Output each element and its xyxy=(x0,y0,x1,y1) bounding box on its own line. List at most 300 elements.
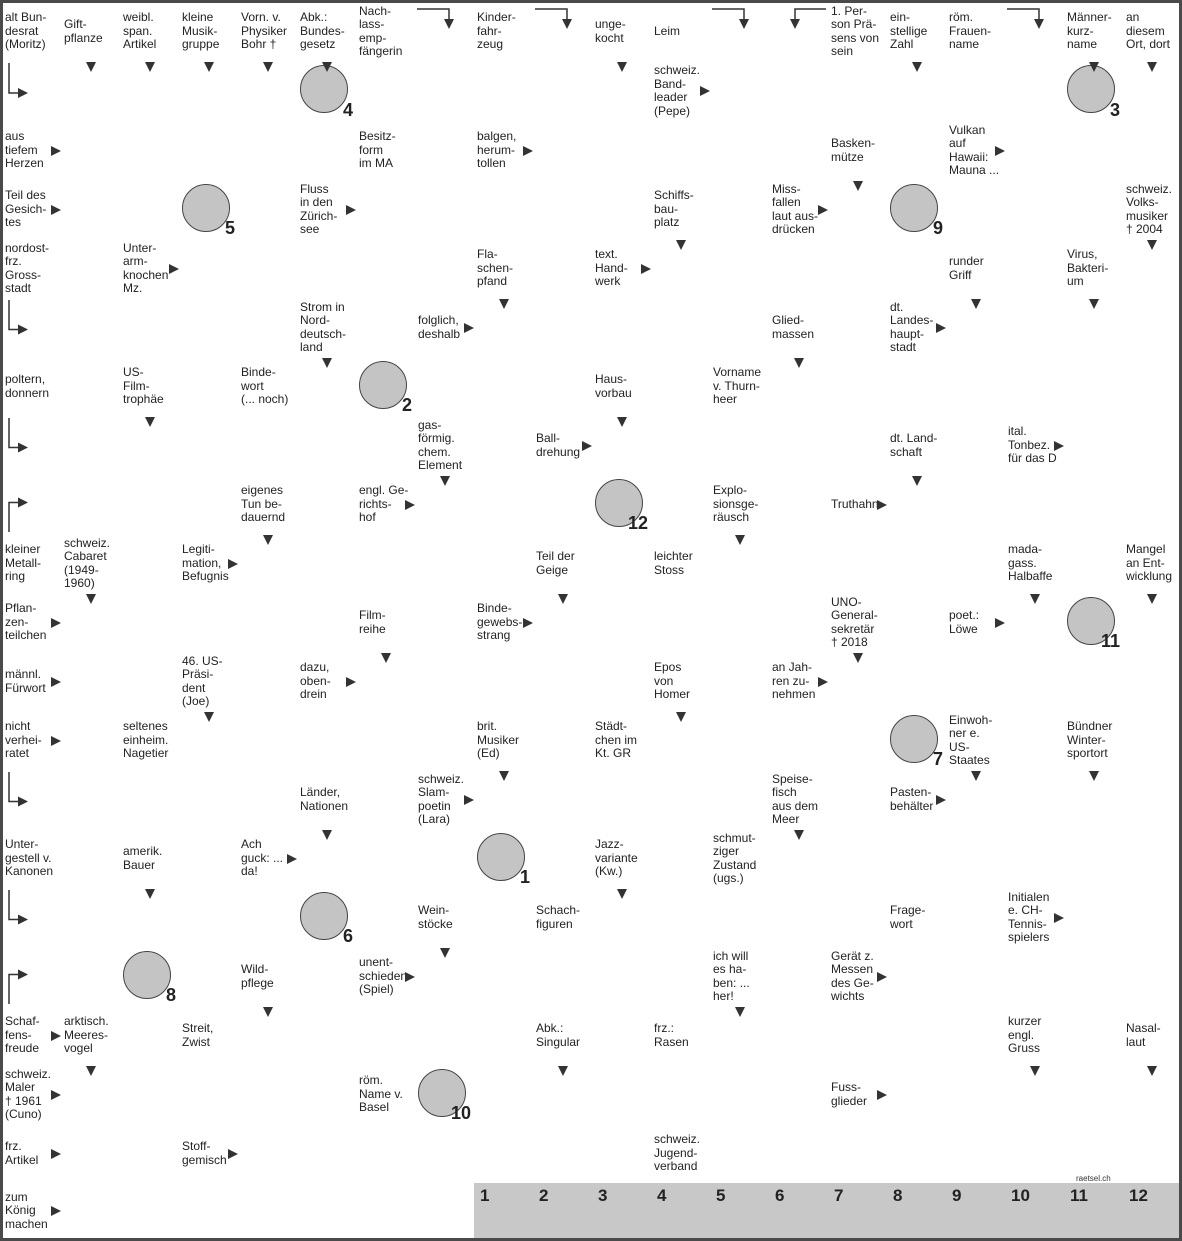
answer-cell[interactable] xyxy=(710,888,771,949)
answer-cell[interactable] xyxy=(179,770,240,831)
clue-text: Fuss- glieder xyxy=(831,1080,868,1108)
answer-cell[interactable] xyxy=(238,1183,299,1241)
answer-cell[interactable] xyxy=(1005,121,1066,182)
answer-cell[interactable] xyxy=(61,416,122,477)
answer-cell[interactable] xyxy=(533,770,594,831)
clue-text: schweiz. Jugend- verband xyxy=(654,1132,701,1174)
answer-cell[interactable] xyxy=(710,121,771,182)
answer-cell[interactable] xyxy=(1005,711,1066,772)
arrow-right-icon xyxy=(51,736,61,746)
answer-cell[interactable] xyxy=(415,593,476,654)
answer-cell[interactable] xyxy=(474,416,535,477)
answer-cell[interactable] xyxy=(238,298,299,359)
arrow-down-icon xyxy=(971,299,981,309)
answer-cell[interactable] xyxy=(297,1065,358,1126)
answer-cell[interactable] xyxy=(120,534,181,595)
answer-cell[interactable] xyxy=(828,239,889,300)
answer-cell[interactable] xyxy=(651,888,712,949)
answer-cell[interactable] xyxy=(828,534,889,595)
answer-cell[interactable] xyxy=(1064,121,1125,182)
solution-cell[interactable] xyxy=(769,1183,830,1241)
answer-cell[interactable] xyxy=(1005,61,1066,123)
arrow-down-icon xyxy=(558,594,568,604)
clue-text: Schach- figuren xyxy=(536,903,581,931)
answer-cell[interactable] xyxy=(415,711,476,772)
answer-cell[interactable] xyxy=(356,711,417,772)
answer-cell[interactable] xyxy=(297,475,358,536)
clue-text: mada- gass. Halbaffe xyxy=(1008,542,1053,584)
answer-cell[interactable] xyxy=(1064,593,1125,654)
answer-cell[interactable] xyxy=(710,1124,771,1185)
clue-text: zum König machen xyxy=(5,1189,48,1231)
answer-cell[interactable] xyxy=(120,1006,181,1067)
answer-cell[interactable] xyxy=(297,1124,358,1185)
clue-text: Pasten- behälter xyxy=(890,785,934,813)
answer-cell[interactable] xyxy=(1123,947,1182,1008)
answer-cell[interactable] xyxy=(356,416,417,477)
answer-cell[interactable] xyxy=(415,829,476,890)
answer-cell[interactable] xyxy=(179,888,240,949)
answer-cell[interactable] xyxy=(887,357,948,418)
answer-cell[interactable] xyxy=(415,534,476,595)
answer-cell[interactable] xyxy=(1123,298,1182,359)
answer-cell[interactable] xyxy=(769,593,830,654)
answer-cell[interactable] xyxy=(179,121,240,182)
answer-cell[interactable] xyxy=(946,947,1007,1008)
answer-cell[interactable] xyxy=(356,298,417,359)
solution-cell[interactable] xyxy=(828,1183,889,1241)
answer-cell[interactable] xyxy=(533,475,594,536)
answer-cell[interactable] xyxy=(61,475,122,536)
answer-cell[interactable] xyxy=(828,888,889,949)
answer-cell[interactable] xyxy=(828,770,889,831)
answer-cell[interactable] xyxy=(179,475,240,536)
answer-cell[interactable] xyxy=(651,770,712,831)
answer-cell[interactable] xyxy=(651,593,712,654)
answer-cell[interactable] xyxy=(1123,416,1182,477)
arrow-down-icon xyxy=(263,1007,273,1017)
answer-cell[interactable] xyxy=(828,1006,889,1067)
answer-cell[interactable] xyxy=(474,180,535,241)
answer-cell[interactable] xyxy=(238,888,299,949)
arrow-right-icon xyxy=(877,972,887,982)
answer-cell[interactable] xyxy=(61,711,122,772)
answer-cell[interactable] xyxy=(887,593,948,654)
answer-cell[interactable] xyxy=(61,829,122,890)
answer-cell[interactable] xyxy=(356,357,417,418)
clue-text: Gerät z. Messen des Ge- wichts xyxy=(831,948,874,1003)
solution-number: 2 xyxy=(539,1186,549,1205)
answer-cell[interactable] xyxy=(1123,770,1182,831)
answer-cell[interactable] xyxy=(179,593,240,654)
clue-cell xyxy=(238,947,299,1008)
answer-cell[interactable] xyxy=(1123,475,1182,536)
answer-cell[interactable] xyxy=(474,947,535,1008)
answer-cell[interactable] xyxy=(887,711,948,772)
answer-cell[interactable] xyxy=(1005,357,1066,418)
clue-cell xyxy=(238,475,299,536)
answer-cell[interactable] xyxy=(61,298,122,359)
answer-cell[interactable] xyxy=(828,416,889,477)
answer-cell[interactable] xyxy=(415,61,476,123)
arrow-down-icon xyxy=(853,653,863,663)
answer-cell[interactable] xyxy=(297,711,358,772)
clue-text: balgen, herum- tollen xyxy=(477,129,517,171)
answer-cell[interactable] xyxy=(356,770,417,831)
answer-cell[interactable] xyxy=(946,829,1007,890)
answer-cell[interactable] xyxy=(61,1124,122,1185)
answer-cell[interactable] xyxy=(887,652,948,713)
clue-cell xyxy=(356,593,417,654)
answer-cell[interactable] xyxy=(120,121,181,182)
answer-cell[interactable] xyxy=(533,298,594,359)
answer-cell[interactable] xyxy=(1123,829,1182,890)
arrow-down-icon xyxy=(1089,771,1099,781)
answer-cell[interactable] xyxy=(238,652,299,713)
answer-cell[interactable] xyxy=(887,239,948,300)
answer-cell[interactable] xyxy=(1064,652,1125,713)
answer-cell[interactable] xyxy=(887,829,948,890)
answer-cell[interactable] xyxy=(651,416,712,477)
answer-cell[interactable] xyxy=(238,1065,299,1126)
answer-cell[interactable] xyxy=(120,1183,181,1241)
answer-cell[interactable] xyxy=(769,1124,830,1185)
answer-cell[interactable] xyxy=(828,1124,889,1185)
answer-cell[interactable] xyxy=(946,652,1007,713)
answer-cell[interactable] xyxy=(356,1124,417,1185)
answer-cell[interactable] xyxy=(61,947,122,1008)
answer-cell[interactable] xyxy=(297,121,358,182)
solution-circle-icon xyxy=(300,65,348,113)
answer-cell[interactable] xyxy=(710,770,771,831)
answer-cell[interactable] xyxy=(710,593,771,654)
answer-cell[interactable] xyxy=(179,1183,240,1241)
answer-cell[interactable] xyxy=(592,1065,653,1126)
answer-cell[interactable] xyxy=(769,121,830,182)
answer-cell[interactable] xyxy=(1064,534,1125,595)
answer-cell[interactable] xyxy=(769,1065,830,1126)
answer-cell[interactable] xyxy=(887,180,948,241)
answer-cell[interactable] xyxy=(61,121,122,182)
answer-cell[interactable] xyxy=(179,1065,240,1126)
answer-cell[interactable] xyxy=(592,770,653,831)
answer-cell[interactable] xyxy=(651,475,712,536)
answer-cell[interactable] xyxy=(769,711,830,772)
answer-cell[interactable] xyxy=(120,947,181,1008)
answer-cell[interactable] xyxy=(297,1006,358,1067)
answer-cell[interactable] xyxy=(297,593,358,654)
answer-cell[interactable] xyxy=(769,416,830,477)
bent-arrow-down-right-icon xyxy=(2,416,32,475)
answer-cell[interactable] xyxy=(887,1065,948,1126)
answer-cell[interactable] xyxy=(710,239,771,300)
solution-cell[interactable] xyxy=(710,1183,771,1241)
answer-cell[interactable] xyxy=(887,1124,948,1185)
answer-cell[interactable] xyxy=(356,180,417,241)
answer-cell[interactable] xyxy=(592,593,653,654)
answer-cell[interactable] xyxy=(415,121,476,182)
solution-cell[interactable] xyxy=(946,1183,1007,1241)
answer-cell[interactable] xyxy=(710,1065,771,1126)
answer-cell[interactable] xyxy=(946,1006,1007,1067)
answer-cell[interactable] xyxy=(120,593,181,654)
answer-cell[interactable] xyxy=(592,475,653,536)
answer-cell[interactable] xyxy=(61,652,122,713)
answer-cell[interactable] xyxy=(1005,298,1066,359)
answer-cell[interactable] xyxy=(533,829,594,890)
answer-cell[interactable] xyxy=(651,947,712,1008)
answer-cell[interactable] xyxy=(356,239,417,300)
clue-cell xyxy=(61,534,122,595)
answer-cell[interactable] xyxy=(179,829,240,890)
answer-cell[interactable] xyxy=(474,1065,535,1126)
answer-cell[interactable] xyxy=(946,888,1007,949)
answer-cell[interactable] xyxy=(120,652,181,713)
answer-cell[interactable] xyxy=(120,180,181,241)
answer-cell[interactable] xyxy=(769,534,830,595)
arrow-down-icon xyxy=(912,476,922,486)
answer-cell[interactable] xyxy=(592,534,653,595)
answer-cell[interactable] xyxy=(651,121,712,182)
answer-cell[interactable] xyxy=(769,61,830,123)
answer-cell[interactable] xyxy=(120,1065,181,1126)
answer-cell[interactable] xyxy=(710,298,771,359)
answer-cell[interactable] xyxy=(474,475,535,536)
answer-cell[interactable] xyxy=(946,1065,1007,1126)
answer-cell[interactable] xyxy=(710,180,771,241)
answer-cell[interactable] xyxy=(297,947,358,1008)
solution-cell[interactable] xyxy=(1064,1183,1125,1241)
answer-cell[interactable] xyxy=(828,357,889,418)
answer-cell[interactable] xyxy=(533,61,594,123)
answer-cell[interactable] xyxy=(533,239,594,300)
clue-text: Jazz- variante (Kw.) xyxy=(595,837,638,879)
answer-cell[interactable] xyxy=(1064,357,1125,418)
answer-cell[interactable] xyxy=(887,947,948,1008)
answer-cell[interactable] xyxy=(238,770,299,831)
answer-cell[interactable] xyxy=(710,61,771,123)
circle-number: 5 xyxy=(224,218,235,238)
answer-cell[interactable] xyxy=(592,1124,653,1185)
clue-text: dazu, oben- drein xyxy=(300,660,331,702)
answer-cell[interactable] xyxy=(179,947,240,1008)
answer-cell[interactable] xyxy=(828,829,889,890)
solution-cell[interactable] xyxy=(592,1183,653,1241)
answer-cell[interactable] xyxy=(297,416,358,477)
answer-cell[interactable] xyxy=(61,770,122,831)
answer-cell[interactable] xyxy=(415,180,476,241)
answer-cell[interactable] xyxy=(828,61,889,123)
answer-cell[interactable] xyxy=(474,61,535,123)
answer-cell[interactable] xyxy=(533,121,594,182)
answer-cell[interactable] xyxy=(356,888,417,949)
answer-cell[interactable] xyxy=(297,534,358,595)
answer-cell[interactable] xyxy=(1064,888,1125,949)
answer-cell[interactable] xyxy=(179,239,240,300)
answer-cell[interactable] xyxy=(1005,180,1066,241)
answer-cell[interactable] xyxy=(1064,1065,1125,1126)
answer-cell[interactable] xyxy=(238,121,299,182)
clue-text: Explo- sionsge- räusch xyxy=(713,483,759,525)
clue-text: folglich, deshalb xyxy=(418,313,461,341)
answer-cell[interactable] xyxy=(592,1006,653,1067)
answer-cell[interactable] xyxy=(828,711,889,772)
answer-cell[interactable] xyxy=(769,239,830,300)
answer-cell[interactable] xyxy=(61,180,122,241)
answer-cell[interactable] xyxy=(651,1065,712,1126)
answer-cell[interactable] xyxy=(120,298,181,359)
answer-cell[interactable] xyxy=(1005,239,1066,300)
answer-cell[interactable] xyxy=(297,1183,358,1241)
answer-cell[interactable] xyxy=(356,534,417,595)
answer-cell[interactable] xyxy=(474,357,535,418)
answer-cell[interactable] xyxy=(179,416,240,477)
answer-cell[interactable] xyxy=(1123,1124,1182,1185)
answer-cell[interactable] xyxy=(297,239,358,300)
answer-cell[interactable] xyxy=(592,121,653,182)
answer-cell[interactable] xyxy=(415,652,476,713)
answer-cell[interactable] xyxy=(1005,1124,1066,1185)
answer-cell[interactable] xyxy=(61,239,122,300)
answer-cell[interactable] xyxy=(887,1006,948,1067)
answer-cell[interactable] xyxy=(946,416,1007,477)
answer-cell[interactable] xyxy=(1005,652,1066,713)
answer-cell[interactable] xyxy=(1123,357,1182,418)
answer-cell[interactable] xyxy=(828,298,889,359)
answer-cell[interactable] xyxy=(533,180,594,241)
solution-cell[interactable] xyxy=(474,1183,535,1241)
answer-cell[interactable] xyxy=(120,1124,181,1185)
circle-number: 10 xyxy=(450,1103,471,1123)
answer-cell[interactable] xyxy=(415,1124,476,1185)
answer-cell[interactable] xyxy=(1123,121,1182,182)
answer-cell[interactable] xyxy=(946,180,1007,241)
answer-cell[interactable] xyxy=(710,711,771,772)
answer-cell[interactable] xyxy=(533,652,594,713)
answer-cell[interactable] xyxy=(474,652,535,713)
answer-cell[interactable] xyxy=(61,1183,122,1241)
answer-cell[interactable] xyxy=(769,888,830,949)
answer-cell[interactable] xyxy=(710,416,771,477)
solution-cell[interactable] xyxy=(1123,1183,1182,1241)
answer-cell[interactable] xyxy=(238,180,299,241)
answer-cell[interactable] xyxy=(1123,652,1182,713)
answer-cell[interactable] xyxy=(1064,475,1125,536)
clue-text: Städt- chen im Kt. GR xyxy=(595,719,638,761)
answer-cell[interactable] xyxy=(474,534,535,595)
answer-cell[interactable] xyxy=(415,1065,476,1126)
answer-cell[interactable] xyxy=(356,61,417,123)
answer-cell[interactable] xyxy=(1123,711,1182,772)
answer-cell[interactable] xyxy=(1064,1006,1125,1067)
answer-cell[interactable] xyxy=(592,652,653,713)
answer-cell[interactable] xyxy=(179,180,240,241)
answer-cell[interactable] xyxy=(887,534,948,595)
clue-cell xyxy=(828,2,889,63)
arrow-down-icon xyxy=(86,62,96,72)
answer-cell[interactable] xyxy=(179,357,240,418)
answer-cell[interactable] xyxy=(651,298,712,359)
answer-cell[interactable] xyxy=(887,121,948,182)
answer-cell[interactable] xyxy=(356,1183,417,1241)
solution-cell[interactable] xyxy=(651,1183,712,1241)
solution-cell[interactable] xyxy=(533,1183,594,1241)
answer-cell[interactable] xyxy=(474,1124,535,1185)
answer-cell[interactable] xyxy=(592,298,653,359)
answer-cell[interactable] xyxy=(592,180,653,241)
answer-cell[interactable] xyxy=(651,357,712,418)
answer-cell[interactable] xyxy=(415,1006,476,1067)
answer-cell[interactable] xyxy=(1005,829,1066,890)
answer-cell[interactable] xyxy=(1064,947,1125,1008)
clue-text: Vorn. v. Physiker Bohr † xyxy=(241,10,288,52)
arrow-right-icon xyxy=(818,205,828,215)
answer-cell[interactable] xyxy=(946,1124,1007,1185)
answer-cell[interactable] xyxy=(946,534,1007,595)
answer-cell[interactable] xyxy=(474,1006,535,1067)
answer-cell[interactable] xyxy=(592,947,653,1008)
answer-cell[interactable] xyxy=(946,475,1007,536)
answer-cell[interactable] xyxy=(238,1124,299,1185)
clue-text: Abk.: Bundes- gesetz xyxy=(300,10,345,52)
answer-cell[interactable] xyxy=(415,239,476,300)
circle-number: 4 xyxy=(342,100,353,120)
answer-cell[interactable] xyxy=(297,888,358,949)
answer-cell[interactable] xyxy=(710,652,771,713)
circle-number: 7 xyxy=(932,749,943,769)
answer-cell[interactable] xyxy=(61,357,122,418)
answer-cell[interactable] xyxy=(1123,888,1182,949)
answer-cell[interactable] xyxy=(1064,416,1125,477)
answer-cell[interactable] xyxy=(415,1183,476,1241)
answer-cell[interactable] xyxy=(120,475,181,536)
answer-cell[interactable] xyxy=(946,357,1007,418)
answer-cell[interactable] xyxy=(1064,829,1125,890)
answer-cell[interactable] xyxy=(533,1124,594,1185)
answer-cell[interactable] xyxy=(179,298,240,359)
answer-cell[interactable] xyxy=(533,947,594,1008)
answer-cell[interactable] xyxy=(651,829,712,890)
solution-cell[interactable] xyxy=(1005,1183,1066,1241)
answer-cell[interactable] xyxy=(769,475,830,536)
answer-cell[interactable] xyxy=(1005,475,1066,536)
answer-cell[interactable] xyxy=(769,947,830,1008)
answer-cell[interactable] xyxy=(769,1006,830,1067)
arrow-right-icon xyxy=(405,500,415,510)
answer-cell[interactable] xyxy=(474,888,535,949)
answer-cell[interactable] xyxy=(1005,947,1066,1008)
answer-cell[interactable] xyxy=(238,593,299,654)
answer-cell[interactable] xyxy=(356,1006,417,1067)
clue-text: Stoff- gemisch xyxy=(182,1139,227,1167)
answer-cell[interactable] xyxy=(120,770,181,831)
answer-cell[interactable] xyxy=(238,239,299,300)
clue-text: eigenes Tun be- dauernd xyxy=(241,483,286,525)
answer-cell[interactable] xyxy=(356,829,417,890)
answer-cell[interactable] xyxy=(1005,770,1066,831)
clue-text: Ball- drehung xyxy=(536,431,581,459)
solution-cell[interactable] xyxy=(887,1183,948,1241)
answer-cell[interactable] xyxy=(533,711,594,772)
answer-cell[interactable] xyxy=(61,888,122,949)
answer-cell[interactable] xyxy=(238,416,299,477)
answer-cell[interactable] xyxy=(474,829,535,890)
answer-cell[interactable] xyxy=(533,357,594,418)
answer-cell[interactable] xyxy=(415,357,476,418)
answer-cell[interactable] xyxy=(238,711,299,772)
answer-cell[interactable] xyxy=(1064,180,1125,241)
answer-cell[interactable] xyxy=(946,61,1007,123)
